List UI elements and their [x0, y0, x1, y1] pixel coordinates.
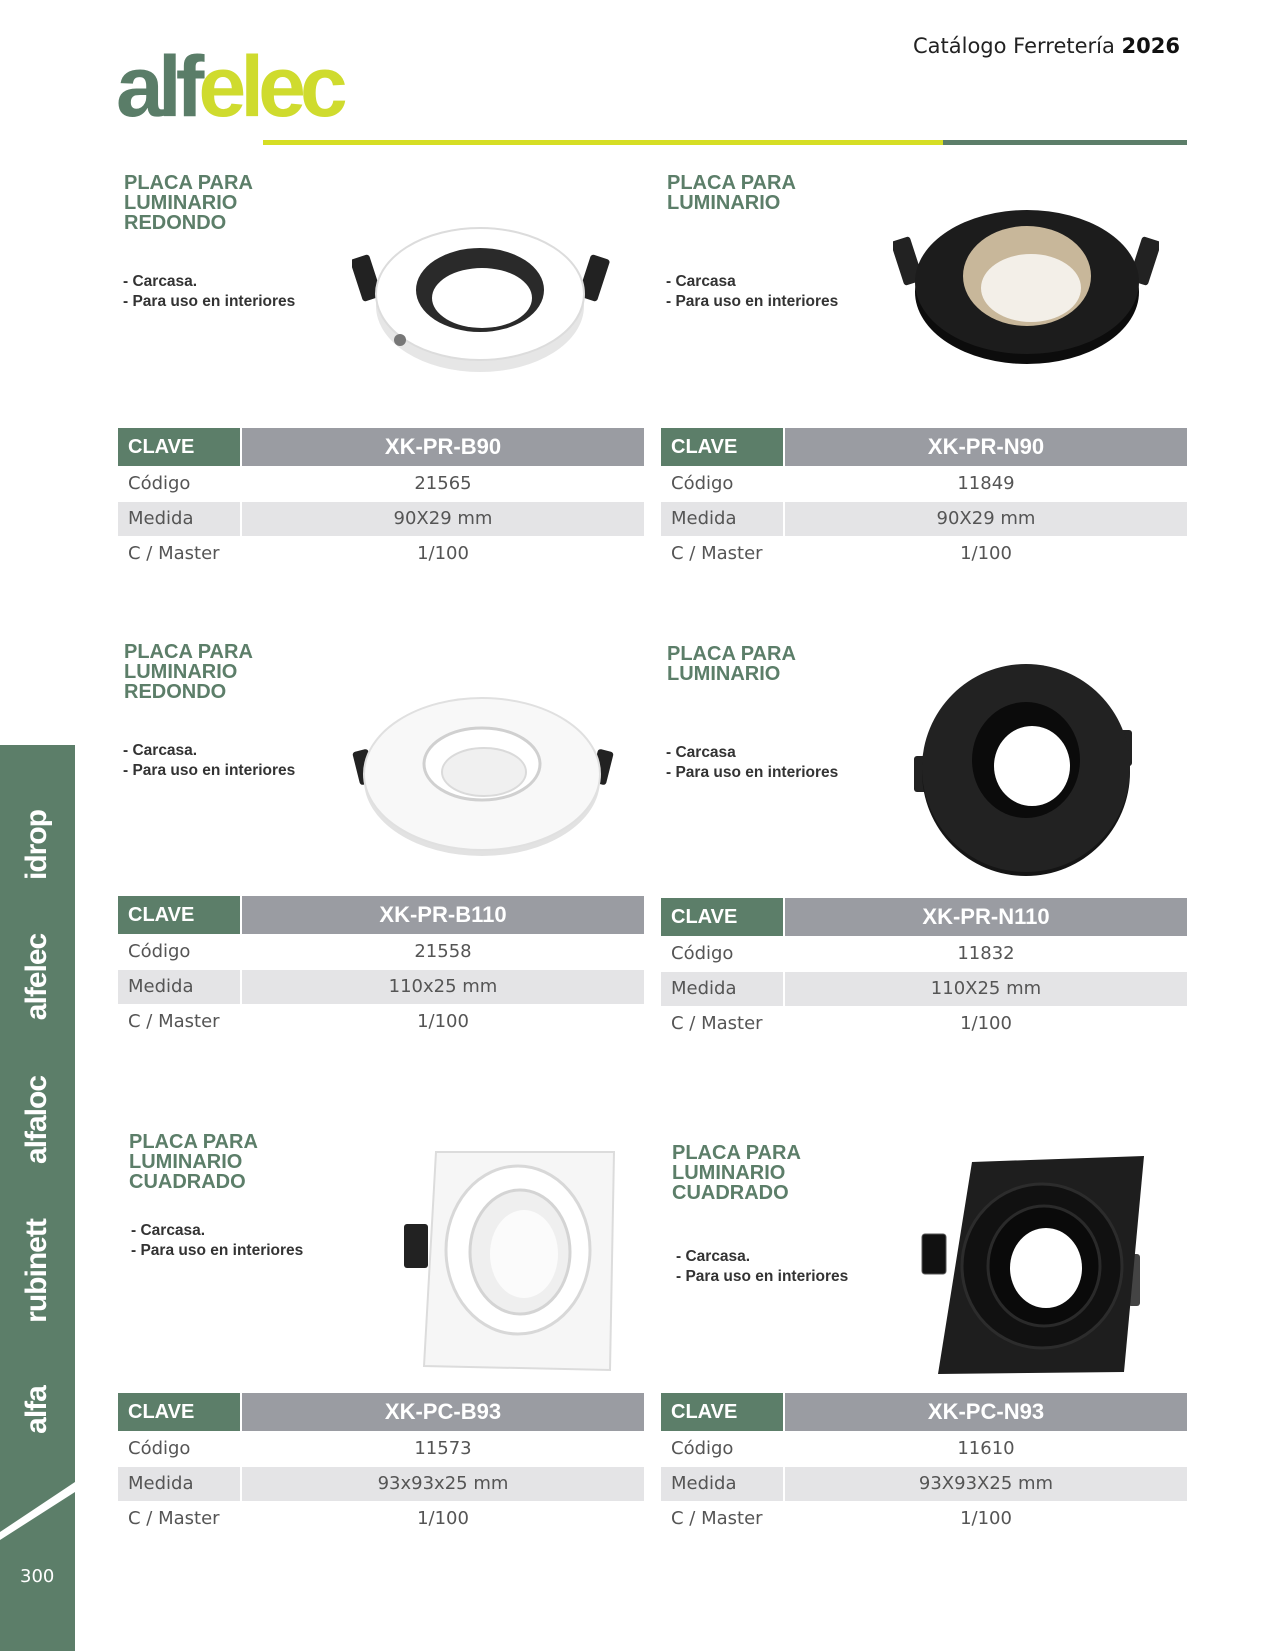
- spec-label: Código: [671, 1438, 734, 1459]
- clave-value: XK-PR-B110: [242, 896, 644, 934]
- catalog-year: 2026: [1121, 34, 1180, 58]
- spec-label: Medida: [118, 970, 240, 1004]
- brand-logo: [116, 39, 342, 135]
- clave-value: XK-PR-B90: [242, 428, 644, 466]
- sidebar-diagonal-accent: [0, 1470, 75, 1540]
- clave-label: CLAVE: [661, 428, 783, 466]
- clave-label: CLAVE: [118, 428, 240, 466]
- spec-label: C / Master: [128, 543, 220, 564]
- clave-label: CLAVE: [118, 1393, 240, 1431]
- square-white-plate-image: [400, 1148, 620, 1374]
- clave-value: XK-PR-N90: [785, 428, 1187, 466]
- product-title: PLACA PARA LUMINARIO: [667, 643, 796, 685]
- catalog-title: [913, 34, 1180, 58]
- product-title: PLACA PARA LUMINARIO CUADRADO: [672, 1142, 801, 1204]
- logo-part-2: elec: [198, 39, 342, 135]
- spec-label: C / Master: [671, 1508, 763, 1529]
- spec-table: [118, 1393, 644, 1536]
- product-title: PLACA PARA LUMINARIO CUADRADO: [129, 1131, 258, 1193]
- product-title: PLACA PARA LUMINARIO REDONDO: [124, 641, 253, 703]
- spec-label: Medida: [118, 502, 240, 536]
- spec-value: 1/100: [417, 543, 469, 564]
- spec-value: 11573: [414, 1438, 472, 1459]
- clave-value: XK-PC-N93: [785, 1393, 1187, 1431]
- round-white-plate-large-image: [352, 690, 614, 860]
- spec-table: [661, 428, 1187, 571]
- product-description: - Carcasa. - Para uso en interiores: [123, 742, 296, 779]
- round-black-plate-large-image: [910, 660, 1140, 882]
- spec-label: C / Master: [671, 1013, 763, 1034]
- spec-value: 93X93X25 mm: [785, 1467, 1187, 1501]
- spec-value: 1/100: [417, 1011, 469, 1032]
- spec-value: 1/100: [960, 543, 1012, 564]
- product-description: - Carcasa. - Para uso en interiores: [123, 273, 296, 310]
- spec-value: 21565: [414, 473, 472, 494]
- spec-value: 90X29 mm: [242, 502, 644, 536]
- clave-value: XK-PR-N110: [785, 898, 1187, 936]
- sidebar-brand-alfa: alfa: [20, 1386, 53, 1434]
- spec-value: 21558: [414, 941, 472, 962]
- spec-value: 1/100: [960, 1013, 1012, 1034]
- spec-value: 11849: [957, 473, 1015, 494]
- spec-value: 110x25 mm: [242, 970, 644, 1004]
- spec-label: Medida: [661, 1467, 783, 1501]
- header-rule-green: [943, 140, 1187, 145]
- product-description: - Carcasa - Para uso en interiores: [666, 744, 839, 781]
- sidebar-brand-rubinett: rubinett: [20, 1219, 53, 1323]
- product-title: PLACA PARA LUMINARIO: [667, 172, 796, 214]
- square-black-plate-image: [918, 1154, 1146, 1376]
- clave-label: CLAVE: [118, 896, 240, 934]
- spec-label: C / Master: [128, 1011, 220, 1032]
- round-black-plate-image: [893, 196, 1159, 374]
- spec-value: 93x93x25 mm: [242, 1467, 644, 1501]
- product-description: - Carcasa. - Para uso en interiores: [131, 1222, 304, 1259]
- spec-label: Código: [128, 1438, 191, 1459]
- logo-part-1: alf: [116, 39, 199, 135]
- catalog-title-text: Catálogo Ferretería: [912, 34, 1115, 58]
- spec-label: C / Master: [128, 1508, 220, 1529]
- spec-value: 90X29 mm: [785, 502, 1187, 536]
- page-number: 300: [20, 1566, 55, 1587]
- header-rule-yellow: [263, 140, 943, 145]
- round-white-plate-image: [352, 218, 612, 388]
- spec-label: Código: [671, 473, 734, 494]
- spec-label: Código: [128, 473, 191, 494]
- spec-label: Medida: [661, 502, 783, 536]
- spec-value: 1/100: [417, 1508, 469, 1529]
- clave-label: CLAVE: [661, 1393, 783, 1431]
- spec-label: Código: [128, 941, 191, 962]
- clave-label: CLAVE: [661, 898, 783, 936]
- spec-value: 11610: [957, 1438, 1015, 1459]
- spec-table: [118, 428, 644, 571]
- product-description: - Carcasa. - Para uso en interiores: [676, 1248, 849, 1285]
- spec-value: 1/100: [960, 1508, 1012, 1529]
- sidebar-brand-idrop: idrop: [20, 810, 53, 880]
- sidebar-brand-alfaloc: alfaloc: [20, 1075, 53, 1165]
- spec-value: 110X25 mm: [785, 972, 1187, 1006]
- product-title: PLACA PARA LUMINARIO REDONDO: [124, 172, 253, 234]
- clave-value: XK-PC-B93: [242, 1393, 644, 1431]
- spec-table: [661, 898, 1187, 1041]
- product-description: - Carcasa - Para uso en interiores: [666, 273, 839, 310]
- spec-label: Código: [671, 943, 734, 964]
- spec-table: [118, 896, 644, 1039]
- spec-label: Medida: [661, 972, 783, 1006]
- spec-value: 11832: [957, 943, 1015, 964]
- spec-table: [661, 1393, 1187, 1536]
- sidebar-brand-alfelec: alfelec: [20, 933, 53, 1021]
- spec-label: C / Master: [671, 543, 763, 564]
- spec-label: Medida: [118, 1467, 240, 1501]
